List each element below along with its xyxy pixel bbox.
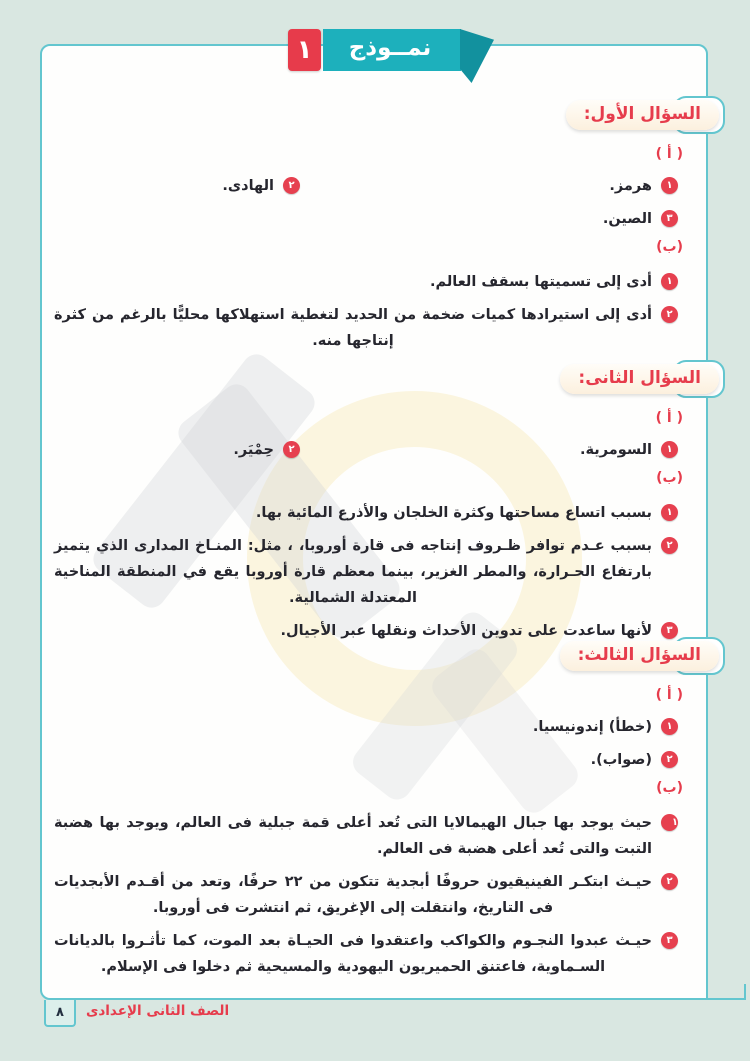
answer-number-badge: ١ <box>661 273 678 290</box>
answer-row-pair <box>54 173 678 199</box>
answer-item <box>54 206 678 232</box>
answer-item <box>54 810 678 862</box>
answer-item <box>54 869 678 921</box>
section-question-2 <box>42 364 706 651</box>
answer-number-badge: ٢ <box>661 306 678 323</box>
answer-item <box>54 928 678 980</box>
answer-number-badge: ٣ <box>661 622 678 639</box>
answer-number-badge: ١ <box>661 441 678 458</box>
answer-number-badge: ١ <box>661 718 678 735</box>
answer-number-badge: ٢ <box>283 441 300 458</box>
grade-label: الصف الثانى الإعدادى <box>86 1003 230 1019</box>
part-b-marker: (ب) <box>656 470 683 486</box>
answer-item <box>54 173 300 199</box>
part-a-marker: ( أ ) <box>655 146 683 162</box>
answer-number-badge: ٢ <box>661 751 678 768</box>
question-3-title: السؤال الثالث: <box>560 641 719 671</box>
answer-row <box>54 928 678 980</box>
answer-item <box>54 747 678 773</box>
answer-item <box>54 714 678 740</box>
answer-text: الهادى. <box>222 178 274 194</box>
answer-text: لأنها ساعدت على تدوين الأحداث ونقلها عبر الأجيال. <box>280 623 652 639</box>
model-banner-label: نمــوذج <box>323 29 461 71</box>
answer-item <box>300 173 678 199</box>
answer-text: هرمز. <box>609 178 652 194</box>
answer-text: حيـث ابتكـر الفينيقيون حروفًا أبجدية تتكون من ٢٢ حرفًا، وتعد من أقـدم الأبجديات فى التاريخ، وانتقلت إلى الإغريق، ثم انتشرت فى أوروبا. <box>54 874 653 916</box>
answer-number-badge: ١ <box>661 814 678 831</box>
answer-text: الصين. <box>602 211 652 227</box>
question-2-title: السؤال الثانى: <box>560 364 719 394</box>
answer-text: (خطأ) إندونيسيا. <box>532 719 652 735</box>
answer-text: بسبب اتساع مساحتها وكثرة الخلجان والأذرع المائية بها. <box>255 505 652 521</box>
answer-text: أدى إلى تسميتها بسقف العالم. <box>429 274 652 290</box>
answer-number-badge: ٣ <box>661 210 678 227</box>
answer-row <box>54 869 678 921</box>
question-2-tab <box>560 364 719 394</box>
answer-item <box>54 500 678 526</box>
answer-number-badge: ١ <box>661 504 678 521</box>
answer-item <box>300 437 678 463</box>
answer-row <box>54 714 678 740</box>
answers-card <box>40 44 708 1000</box>
answer-row <box>54 810 678 862</box>
answer-row <box>54 500 678 526</box>
answer-number-badge: ٣ <box>661 932 678 949</box>
footer-rule-extension <box>706 984 746 1000</box>
model-banner <box>288 29 494 71</box>
question-1-title: السؤال الأول: <box>566 100 719 130</box>
section-question-1 <box>42 100 706 361</box>
question-1-tab <box>566 100 719 130</box>
answer-item <box>54 269 678 295</box>
answer-text: حيـث عبدوا النجـوم والكواكب واعتقدوا فى الحيـاة بعد الموت، كما تأثـروا بالديانات السـماوية، فاعتنق الحميريون اليهودية والمسيحية ثم دخلوا فى الإسلام. <box>54 933 652 975</box>
answer-row <box>54 747 678 773</box>
answer-item <box>54 533 678 611</box>
answer-row <box>54 302 678 354</box>
answer-text: بسبب عـدم توافر ظـروف إنتاجه فى قارة أوروبا، ، مثل: المنـاخ المدارى الذي يتميز بارتفاع الحـرارة، والمطر الغزير، بينما معظم قارة أوروبا يقع في المنطقة المناخية المعتدلة الشمالية. <box>54 538 652 606</box>
answer-row-pair <box>54 437 678 463</box>
answer-text: أدى إلى استيرادها كميات ضخمة من الحديد لتغطية استهلاكها محليًّا بالرغم من كثرة إنتاجها منه. <box>54 307 652 349</box>
answer-number-badge: ٢ <box>661 537 678 554</box>
answer-text: (صواب). <box>590 752 652 768</box>
answer-text: حِمْيَر. <box>233 442 274 458</box>
answer-row <box>54 269 678 295</box>
page-number: ٨ <box>44 1000 76 1027</box>
answer-row <box>54 206 678 232</box>
part-b-marker: (ب) <box>656 780 683 796</box>
section-question-3 <box>42 641 706 987</box>
answer-item <box>54 302 678 354</box>
answer-text: حيث يوجد بها جبال الهيمالايا التى تُعد أعلى قمة جبلية فى العالم، ويوجد بها هضبة التبت والتى تُعد أعلى هضبة فى العالم. <box>54 815 652 857</box>
question-3-tab <box>560 641 719 671</box>
answer-number-badge: ٢ <box>283 177 300 194</box>
answer-row <box>54 533 678 611</box>
answer-number-badge: ١ <box>661 177 678 194</box>
part-b-marker: (ب) <box>656 239 683 255</box>
answer-number-badge: ٢ <box>661 873 678 890</box>
answer-text: السومرية. <box>579 442 652 458</box>
part-a-marker: ( أ ) <box>655 410 683 426</box>
part-a-marker: ( أ ) <box>655 687 683 703</box>
answer-item <box>54 437 300 463</box>
model-number-badge: ١ <box>288 29 321 71</box>
